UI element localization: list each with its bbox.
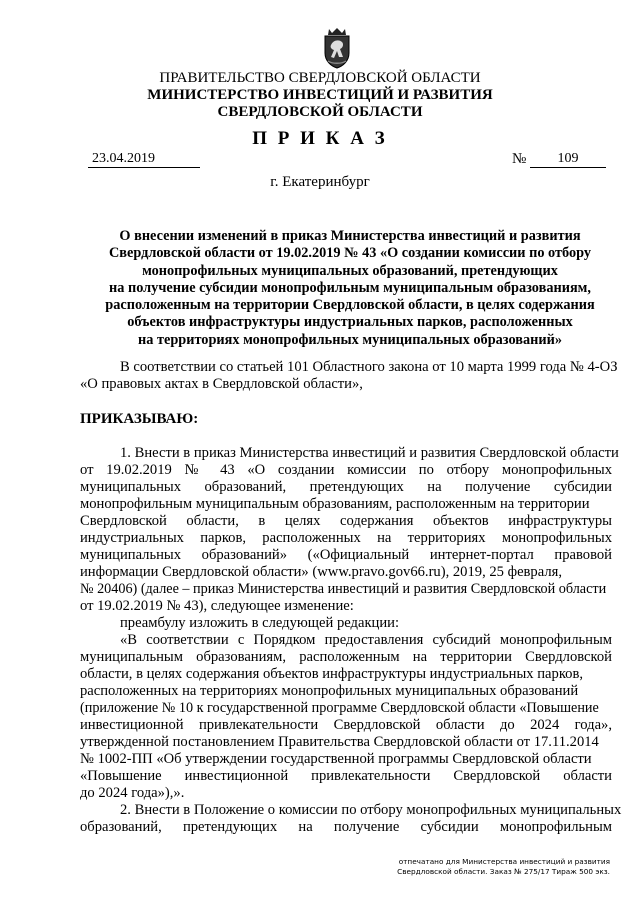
order-title <box>80 228 620 349</box>
print-note-line1: отпечатано для Министерства инвестиций и развития <box>398 857 610 866</box>
body-line: монопрофильным муниципальным образованиям, расположенным на территории <box>80 496 590 512</box>
body-line: области, в целях содержания объектов инфраструктуры индустриальных парков, <box>80 666 584 682</box>
body-line: «Повышение инвестиционной привлекательности Свердловской области <box>80 768 612 784</box>
print-note-line2: Свердловской области. Заказ № 275/17 Тираж 500 экз. <box>397 867 610 876</box>
body-line: утвержденной постановлением Правительства Свердловской области от 17.11.2014 <box>80 734 599 750</box>
body-line: преамбулу изложить в следующей редакции: <box>120 615 400 631</box>
body-line: № 1002-ПП «Об утверждении государственной программы Свердловской области <box>80 751 592 767</box>
body-line: инвестиционной привлекательности Свердловской области до 2024 года», <box>80 717 612 733</box>
body-line: 1. Внести в приказ Министерства инвестиций и развития Свердловской области <box>120 445 619 461</box>
order-number: 109 <box>530 151 606 168</box>
ministry-name-line1: МИНИСТЕРСТВО ИНВЕСТИЦИЙ И РАЗВИТИЯ <box>147 87 493 103</box>
document-type: П Р И К А З <box>252 128 388 149</box>
body-line: информации Свердловской области» (www.pravo.gov66.ru), 2019, 25 февраля, <box>80 564 562 580</box>
body-line: индустриальных парков, расположенных на территориях монопрофильных <box>80 530 612 546</box>
body-line: до 2024 года»),». <box>80 785 185 801</box>
body-line: муниципальных образований» («Официальный интернет-портал правовой <box>80 547 612 563</box>
body-line: образований, претендующих на получение субсидии монопрофильным <box>80 819 612 835</box>
body-line: Свердловской области, в целях содержания объектов инфраструктуры <box>80 513 612 529</box>
title-line: объектов инфраструктуры индустриальных парков, расположенных <box>127 314 573 331</box>
order-word: ПРИКАЗЫВАЮ: <box>80 411 199 427</box>
body-line: муниципальным образованиям, расположенным на территории Свердловской <box>80 649 612 665</box>
body-line: от 19.02.2019 № 43 «О создании комиссии по отбору монопрофильных <box>80 462 612 478</box>
order-date: 23.04.2019 <box>88 151 200 168</box>
title-line: О внесении изменений в приказ Министерства инвестиций и развития <box>119 228 581 244</box>
body-line: от 19.02.2019 № 43), следующее изменение: <box>80 598 354 614</box>
body-line: (приложение № 10 к государственной программе Свердловской области «Повышение <box>80 700 599 716</box>
preamble-line: «О правовых актах в Свердловской области», <box>80 376 363 392</box>
preamble-line: В соответствии со статьей 101 Областного закона от 10 марта 1999 года № 4-ОЗ <box>120 359 618 375</box>
coat-of-arms-icon <box>319 27 355 69</box>
city: г. Екатеринбург <box>270 174 370 190</box>
body-line: 2. Внести в Положение о комиссии по отбору монопрофильных муниципальных <box>120 802 622 818</box>
title-line: расположенным на территории Свердловской области, в целях содержания <box>105 297 595 314</box>
title-line: на территориях монопрофильных муниципальных образований» <box>138 331 562 348</box>
title-line: монопрофильных муниципальных образований, претендующих <box>142 262 558 279</box>
title-line: на получение субсидии монопрофильным муниципальным образованиям, <box>109 279 591 296</box>
government-name: ПРАВИТЕЛЬСТВО СВЕРДЛОВСКОЙ ОБЛАСТИ <box>159 70 481 86</box>
title-line: Свердловской области от 19.02.2019 № 43 «О создании комиссии по отбору <box>108 245 592 262</box>
body-line: «В соответствии с Порядком предоставления субсидий монопрофильным <box>120 632 612 648</box>
ministry-name-line2: СВЕРДЛОВСКОЙ ОБЛАСТИ <box>217 104 423 120</box>
body-line: муниципальных образований, претендующих на получение субсидии <box>80 479 612 495</box>
order-number-label: № <box>512 151 527 167</box>
body-line: расположенных на территориях монопрофильных муниципальных образований <box>80 683 579 699</box>
body-line: № 20406) (далее – приказ Министерства инвестиций и развития Свердловской области <box>80 581 607 597</box>
